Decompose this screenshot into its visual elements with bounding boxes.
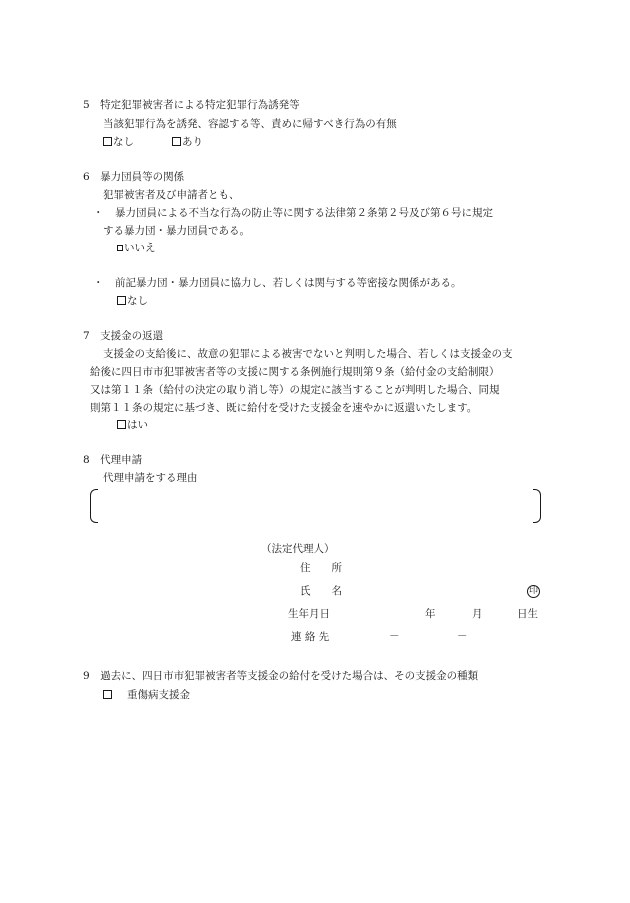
checkbox-yes[interactable]: [172, 137, 181, 146]
checkbox-no[interactable]: [117, 245, 123, 251]
bullet-1-mark: ・: [93, 207, 104, 219]
section-6-title: 6 暴力団員等の関係: [83, 171, 185, 183]
phone-separator-1: －: [389, 630, 400, 642]
section-7-line-3: 又は第１１条（給付の決定の取り消し等）の規定に該当することが判明した場合、同規: [90, 384, 500, 396]
name-label: 氏 名: [300, 585, 342, 597]
right-bracket: [533, 489, 541, 523]
month-label: 月: [472, 608, 483, 620]
bullet-1-line-1: 暴力団員による不当な行為の防止等に関する法律第２条第２号及び第６号に規定: [115, 207, 493, 219]
section-7-option[interactable]: [117, 420, 148, 431]
section-8-title: 8 代理申請: [83, 454, 143, 466]
option-yes-label: あり: [182, 136, 203, 148]
contact-label: 連 絡 先: [291, 631, 330, 643]
option-serious-injury-label: 重傷病支援金: [127, 689, 190, 701]
checkbox-none[interactable]: [103, 137, 112, 146]
section-9-title: 9 過去に、四日市市犯罪被害者等支援金の給付を受けた場合は、その支援金の種類: [83, 670, 479, 682]
reason-label: 代理申請をする理由: [103, 472, 198, 484]
option-yes-label: はい: [127, 419, 148, 431]
checkbox-none[interactable]: [117, 296, 126, 305]
year-label: 年: [425, 608, 436, 620]
section-5-option-none[interactable]: [103, 137, 134, 148]
phone-separator-2: －: [457, 630, 468, 642]
checkbox-yes[interactable]: [117, 420, 126, 429]
section-5-title: 5 特定犯罪被害者による特定犯罪行為誘発等: [83, 99, 300, 111]
reason-input[interactable]: [102, 492, 528, 518]
section-5-option-yes[interactable]: [172, 137, 203, 148]
section-9-option[interactable]: [103, 690, 190, 701]
left-bracket: [90, 489, 98, 523]
bullet-2-text: 前記暴力団・暴力団員に協力し、若しくは関与する等密接な関係がある。: [115, 277, 462, 289]
checkbox-serious-injury[interactable]: [103, 690, 112, 699]
seal-icon: 印: [528, 586, 538, 596]
section-7-line-1: 支援金の支給後に、故意の犯罪による被害でないと判明した場合、若しくは支援金の支: [103, 348, 513, 360]
option-no-label: いいえ: [124, 242, 156, 254]
option-none-label: なし: [127, 295, 148, 307]
day-label: 日生: [517, 608, 538, 620]
section-7-title: 7 支援金の返還: [83, 330, 164, 342]
bullet-2-option[interactable]: [117, 296, 148, 307]
birthdate-label: 生年月日: [288, 608, 330, 620]
legal-representative-label: （法定代理人）: [261, 543, 335, 555]
address-label: 住 所: [300, 562, 342, 574]
option-none-label: なし: [113, 136, 134, 148]
section-7-line-2: 給後に四日市市犯罪被害者等の支援に関する条例施行規則第９条（給付金の支給制限）: [90, 366, 500, 378]
section-5-question: 当該犯罪行為を誘発、容認する等、責めに帰すべき行為の有無: [103, 118, 397, 130]
bullet-1-line-2: する暴力団・暴力団員である。: [103, 225, 250, 237]
section-7-line-4: 則第１１条の規定に基づき、既に給付を受けた支援金を速やかに返還いたします。: [90, 402, 478, 414]
bullet-1-option[interactable]: [117, 243, 156, 254]
seal-mark: [527, 585, 540, 598]
bullet-2-mark: ・: [93, 277, 104, 289]
section-6-intro: 犯罪被害者及び申請者とも、: [103, 189, 240, 201]
